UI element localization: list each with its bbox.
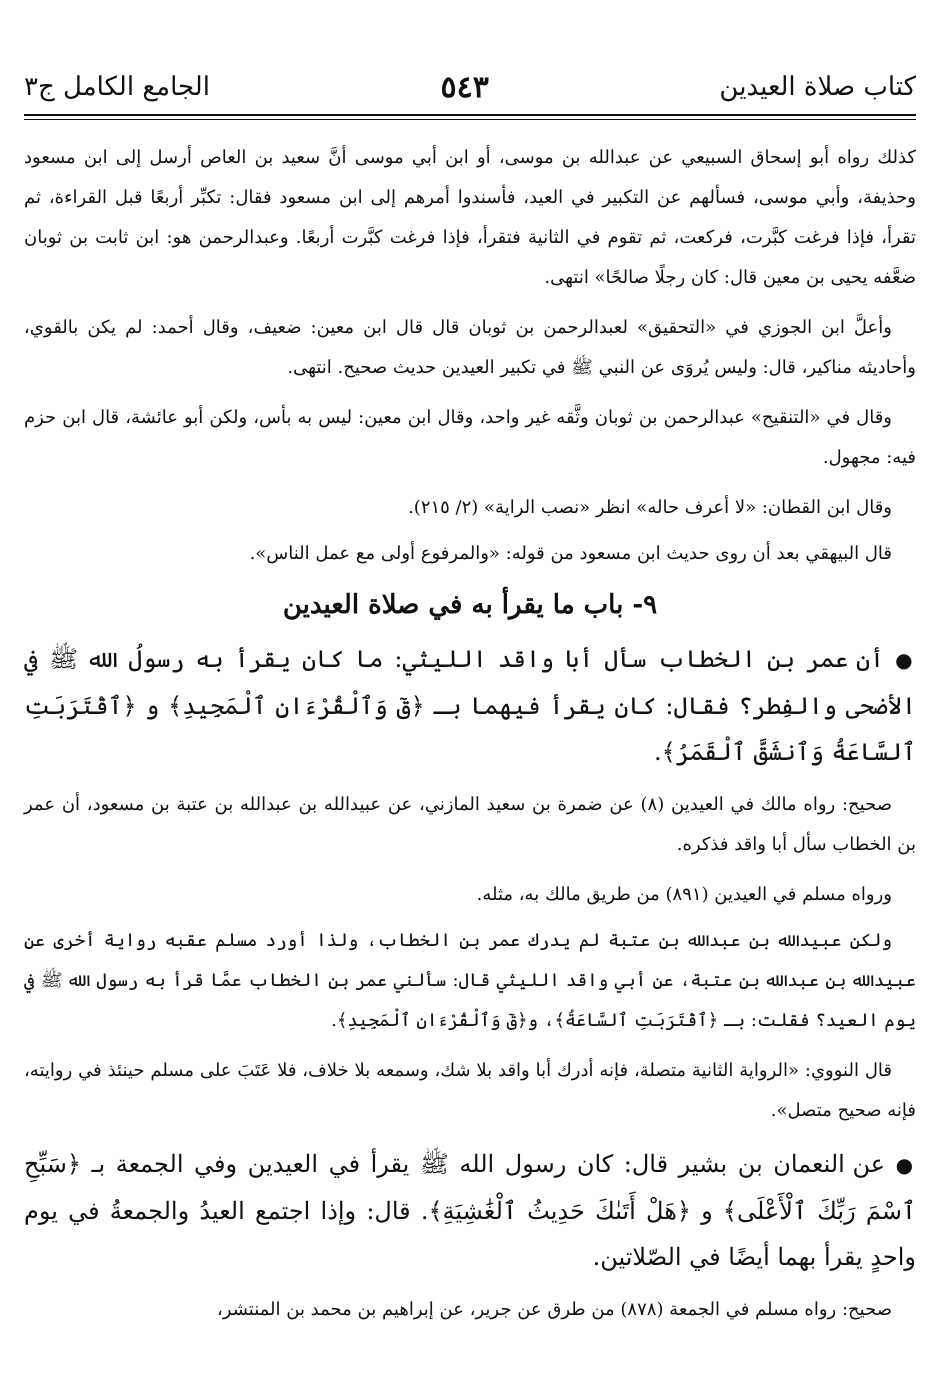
bullet-icon: ● xyxy=(895,1153,916,1177)
page-number: ٥٤٣ xyxy=(440,69,489,105)
paragraph: كذلك رواه أبو إسحاق السبيعي عن عبدالله بن موسى، أو ابن أبي موسى أنَّ سعيد بن العاص أرسل إلى ابن مسعود وحذيفة، وأبي موسى، فسألهم عن التكبير في العيد، فأسندوا أمرهم إلى ابن مسعود فقال: تكبِّر أربعًا قبل القراءة، ثم تقرأ، فإذا فرغت كبَّرت، فركعت، ثم تقوم في الثانية فتقرأ، فإذا فرغت كبَّرت أربعًا. وعبدالرحمن هو: ابن ثابت بن ثوبان ضعَّفه يحيى بن معين قال: كان رجلًا صالحًا» انتهى. xyxy=(24,147,917,288)
page-body xyxy=(24,138,916,1340)
paragraph: وأعلَّ ابن الجوزي في «التحقيق» لعبدالرحمن بن ثوبان قال قال ابن معين: ضعيف، وقال أحمد: لم يكن بالقوي، وأحاديثه مناكير، قال: وليس يُروَى عن النبي ﷺ في تكبير العيدين حديث صحيح. انتهى. xyxy=(24,317,916,378)
page-header xyxy=(24,62,916,112)
paragraph: قال النووي: «الرواية الثانية متصلة، فإنه أدرك أبا واقد بلا شك، وسمعه بلا خلاف، فلا عَتَبَ على مسلم حينئذ في روايته، فإنه صحيح متصل». xyxy=(24,1060,916,1121)
header-rule-thick xyxy=(24,114,916,116)
chapter-running-title: كتاب صلاة العيدين xyxy=(719,72,916,102)
hadith-body: عن النعمان بن بشير قال: كان رسول الله ﷺ يقرأ في العيدين وفي الجمعة بـ ﴿سَبِّحِ ٱسْمَ رَبِّكَ ٱلْأَعْلَى﴾ و ﴿هَلْ أَتَىٰكَ حَدِيثُ ٱلْغَٰشِيَةِ﴾. قال: وإذا اجتمع العيدُ والجمعةُ في يوم واحدٍ يقرأ بهما أيضًا في الصّلاتين. xyxy=(24,1150,916,1271)
bullet-icon: ● xyxy=(895,648,917,672)
chapter-heading: ٩- باب ما يقرأ به في صلاة العيدين xyxy=(282,590,658,620)
header-rule-thin xyxy=(24,119,916,120)
paragraph: وقال ابن القطان: «لا أعرف حاله» انظر «نصب الراية» (٢/ ٢١٥). xyxy=(408,497,892,518)
paragraph: ولكن عبيدالله بن عبدالله بن عتبة لم يدرك عمر بن الخطاب، ولذا أورد مسلم عقبه رواية أخرى عن عبيدالله بن عبدالله بن عتبة، عن أبي واقد الليثي قال: سألني عمر بن الخطاب عمَّا قرأ به رسول الله ﷺ في يوم العيد؟ فقلت: بـ ﴿ٱقْتَرَبَتِ ٱلسَّاعَةُ﴾، و﴿قٓ وَٱلْقُرْءَانِ ٱلْمَجِيدِ﴾. xyxy=(24,930,916,1031)
paragraph: قال البيهقي بعد أن روى حديث ابن مسعود من قوله: «والمرفوع أولى مع عمل الناس». xyxy=(249,543,892,564)
book-running-title: الجامع الكامل ج٣ xyxy=(24,72,210,102)
hadith-text xyxy=(24,636,916,775)
hadith-body: أن عمر بن الخطاب سأل أبا واقد الليثي: ما كان يقرأ به رسولُ الله ﷺ في الأضحى والفِطر؟ فقال: كان يقرأ فيهما بـ ﴿قٓ وَٱلْقُرْءَانِ ٱلْمَجِيدِ﴾ و ﴿ٱقْتَرَبَتِ ٱلسَّاعَةُ وَٱنشَقَّ ٱلْقَمَرُ﴾. xyxy=(24,645,916,766)
hadith-text xyxy=(24,1141,916,1280)
paragraph: صحيح: رواه مالك في العيدين (٨) عن ضمرة بن سعيد المازني، عن عبيدالله بن عبدالله بن عتبة بن مسعود، أن عمر بن الخطاب سأل أبا واقد فذكره. xyxy=(24,794,916,855)
paragraph: ورواه مسلم في العيدين (٨٩١) من طريق مالك به، مثله. xyxy=(476,884,892,905)
paragraph: وقال في «التنقيح» عبدالرحمن بن ثوبان وثَّقه غير واحد، وقال ابن معين: ليس به بأس، ولكن أبو عائشة، قال ابن حزم فيه: مجهول. xyxy=(24,407,916,468)
paragraph: صحيح: رواه مسلم في الجمعة (٨٧٨) من طرق عن جرير، عن إبراهيم بن محمد بن المنتشر، xyxy=(216,1299,892,1320)
